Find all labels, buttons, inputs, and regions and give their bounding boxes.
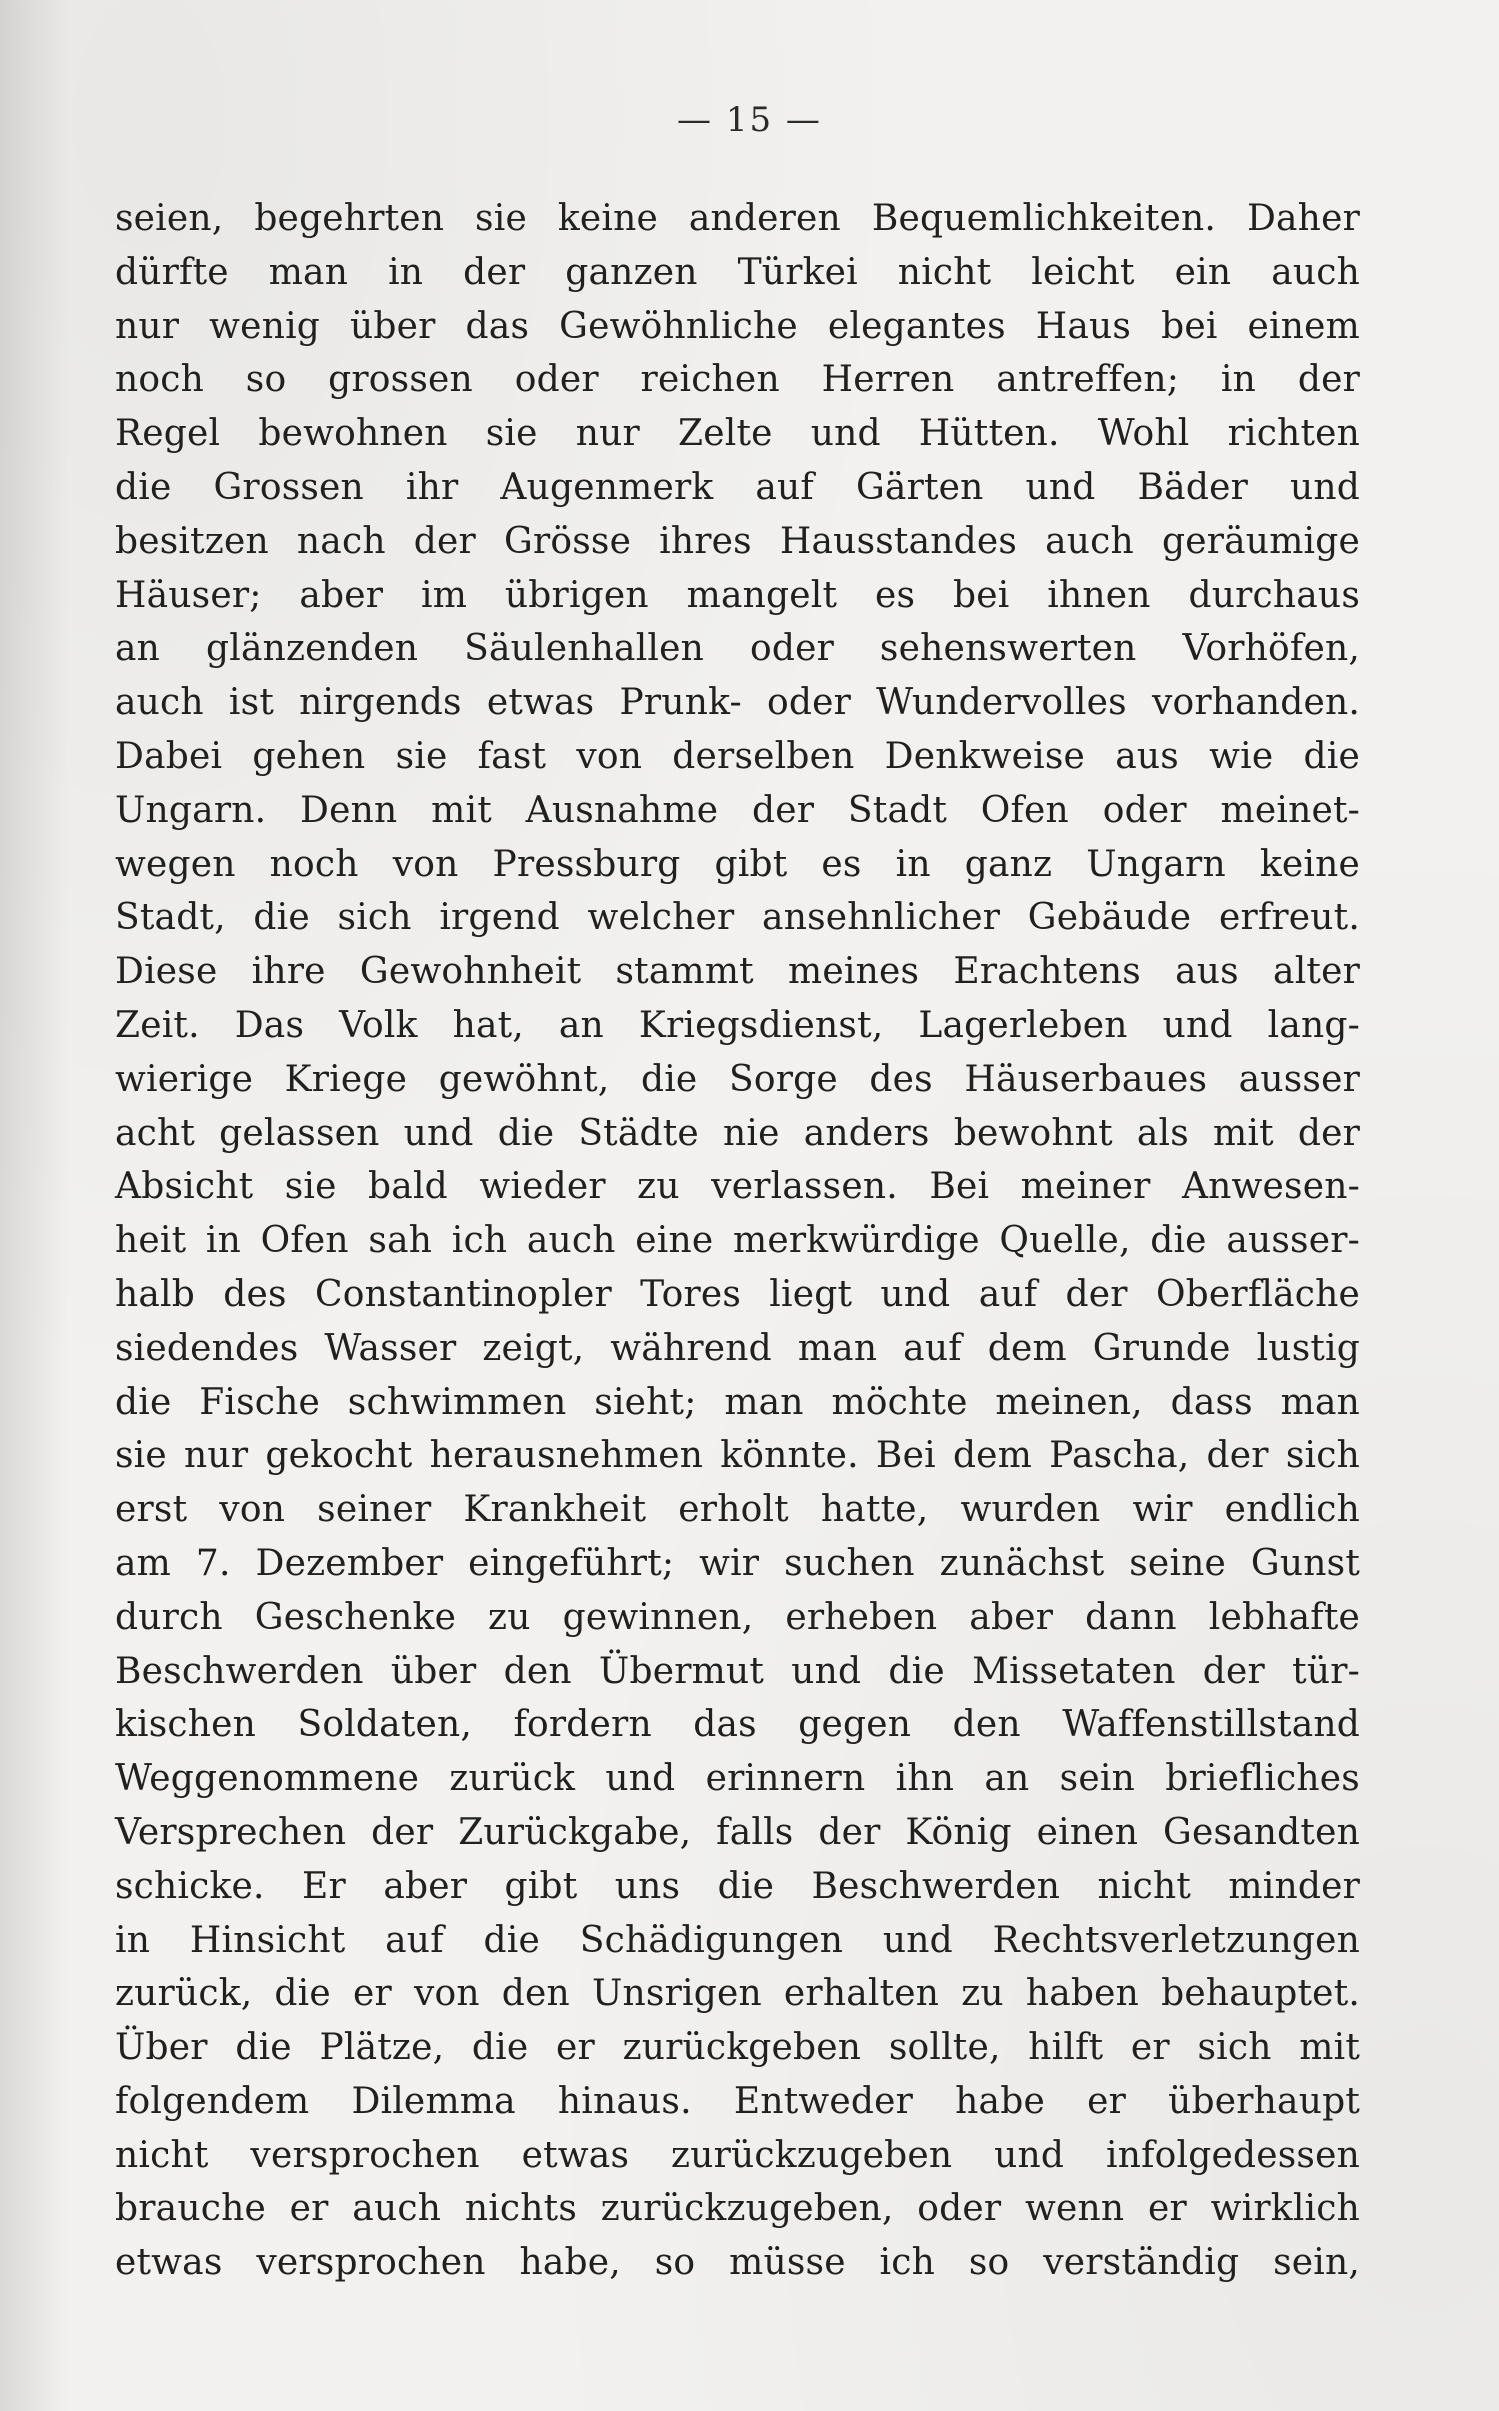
text-line: Beschwerden über den Übermut und die Missetaten der tür- [115, 1650, 1360, 1692]
text-line: nur wenig über das Gewöhnliche elegantes Haus bei einem [115, 305, 1360, 347]
text-line: halb des Constantinopler Tores liegt und auf der Oberfläche [115, 1273, 1360, 1315]
text-line: dürfte man in der ganzen Türkei nicht leicht ein auch [115, 251, 1360, 293]
text-line: Absicht sie bald wieder zu verlassen. Bei meiner Anwesen- [115, 1166, 1360, 1208]
text-line: durch Geschenke zu gewinnen, erheben aber dann lebhafte [115, 1596, 1360, 1638]
binding-shadow [0, 0, 70, 2411]
text-line: Dabei gehen sie fast von derselben Denkweise aus wie die [115, 735, 1360, 777]
text-line: die Grossen ihr Augenmerk auf Gärten und Bäder und [115, 466, 1360, 508]
text-line: zurück, die er von den Unsrigen erhalten zu haben behauptet. [115, 1973, 1360, 2015]
text-line: siedendes Wasser zeigt, während man auf dem Grunde lustig [115, 1327, 1360, 1369]
text-line: Versprechen der Zurückgabe, falls der König einen Gesandten [115, 1811, 1360, 1853]
page-number: — 15 — [677, 100, 822, 140]
text-line: Diese ihre Gewohnheit stammt meines Erachtens aus alter [115, 951, 1360, 993]
text-line: wegen noch von Pressburg gibt es in ganz Ungarn keine [115, 843, 1360, 885]
text-line: kischen Soldaten, fordern das gegen den Waffenstillstand [115, 1704, 1360, 1746]
text-line: Häuser; aber im übrigen mangelt es bei ihnen durchaus [115, 574, 1360, 616]
text-line: seien, begehrten sie keine anderen Bequemlichkeiten. Daher [115, 198, 1360, 239]
text-line: am 7. Dezember eingeführt; wir suchen zunächst seine Gunst [115, 1542, 1360, 1584]
text-line: Zeit. Das Volk hat, an Kriegsdienst, Lagerleben und lang- [115, 1004, 1360, 1046]
text-line: an glänzenden Säulenhallen oder sehenswerten Vorhöfen, [115, 628, 1360, 670]
text-line: heit in Ofen sah ich auch eine merkwürdige Quelle, die ausser- [115, 1220, 1360, 1262]
text-line: wierige Kriege gewöhnt, die Sorge des Häuserbaues ausser [115, 1058, 1360, 1100]
text-line: schicke. Er aber gibt uns die Beschwerden nicht minder [115, 1865, 1360, 1907]
text-line: auch ist nirgends etwas Prunk- oder Wundervolles vorhanden. [115, 682, 1360, 724]
text-line: noch so grossen oder reichen Herren antreffen; in der [115, 359, 1360, 401]
text-line: etwas versprochen habe, so müsse ich so verständig sein, [115, 2242, 1360, 2284]
body-text [115, 192, 1360, 2290]
text-line: besitzen nach der Grösse ihres Hausstandes auch geräumige [115, 520, 1360, 562]
text-line: die Fische schwimmen sieht; man möchte meinen, dass man [115, 1381, 1360, 1423]
text-line: in Hinsicht auf die Schädigungen und Rechtsverletzungen [115, 1919, 1360, 1961]
text-line: brauche er auch nichts zurückzugeben, oder wenn er wirklich [115, 2188, 1360, 2230]
text-line: Stadt, die sich irgend welcher ansehnlicher Gebäude erfreut. [115, 897, 1360, 939]
text-line: nicht versprochen etwas zurückzugeben und infolgedessen [115, 2134, 1360, 2176]
text-line: Über die Plätze, die er zurückgeben sollte, hilft er sich mit [115, 2027, 1360, 2069]
text-line: Regel bewohnen sie nur Zelte und Hütten. Wohl richten [115, 413, 1360, 455]
text-line: erst von seiner Krankheit erholt hatte, wurden wir endlich [115, 1489, 1360, 1531]
text-line: acht gelassen und die Städte nie anders bewohnt als mit der [115, 1112, 1360, 1154]
text-line: folgendem Dilemma hinaus. Entweder habe er überhaupt [115, 2080, 1360, 2122]
text-line: sie nur gekocht herausnehmen könnte. Bei dem Pascha, der sich [115, 1435, 1360, 1477]
text-line: Weggenommene zurück und erinnern ihn an sein briefliches [115, 1758, 1360, 1800]
text-line: Ungarn. Denn mit Ausnahme der Stadt Ofen oder meinet- [115, 789, 1360, 831]
